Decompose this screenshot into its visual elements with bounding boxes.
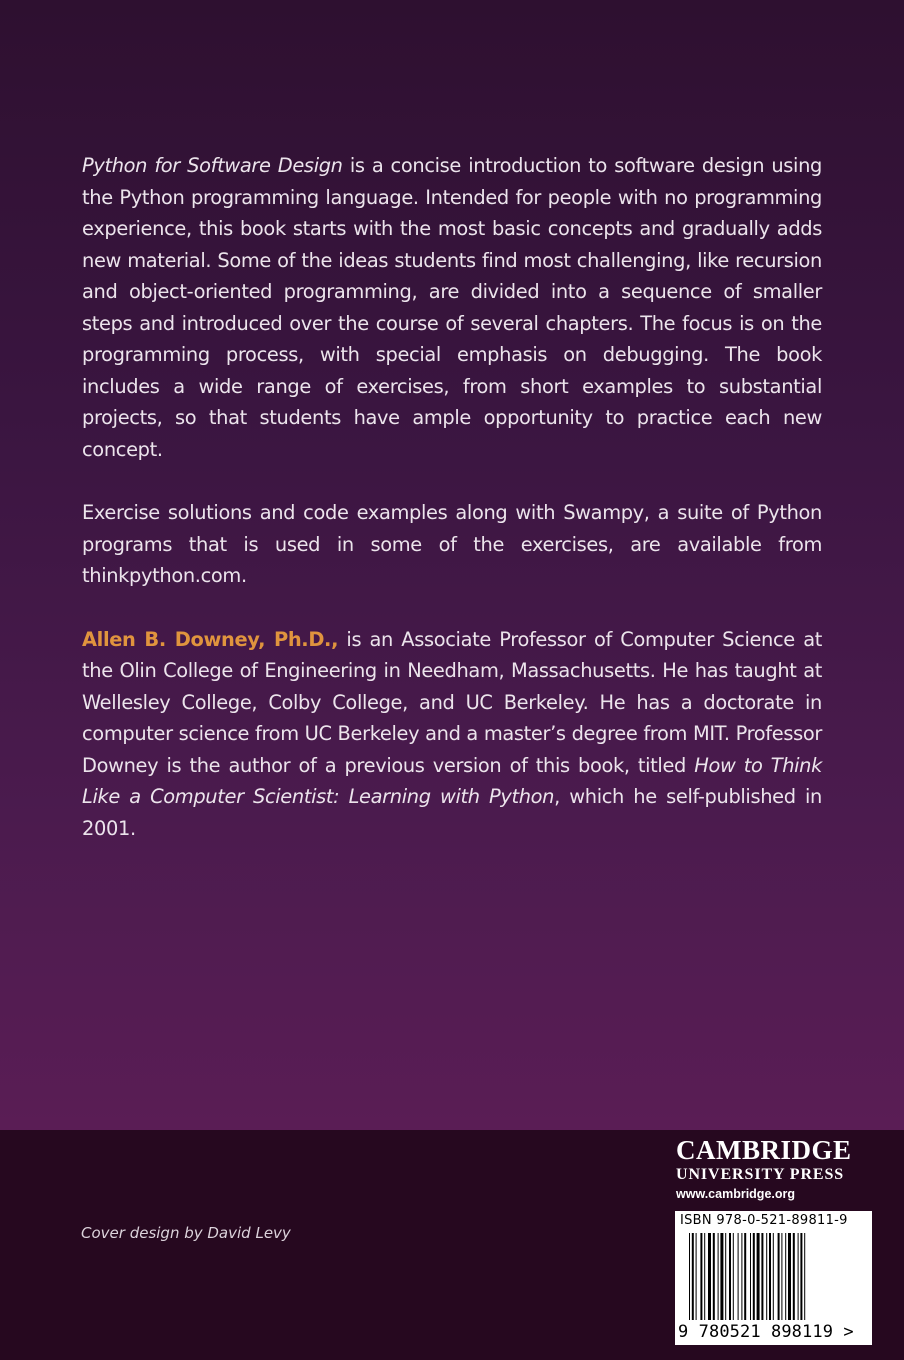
barcode-panel (675, 1211, 872, 1345)
publisher-subtitle: UNIVERSITY PRESS (676, 1166, 845, 1183)
author-bio-text: is an Associate Professor of Computer Science at the Olin College of Engineering in Needham, Massachusetts. He has taught at Wellesley College, Colby College, and UC Berkeley. He has a doctorate in computer science from UC Berkeley and a master’s degree from MIT. Professor Downey is the author of a previous version of this book, titled (82, 627, 822, 777)
publisher-url: www.cambridge.org (676, 1187, 796, 1201)
intro-text: is a concise introduction to software design using the Python programming language. Intended for people with no programming experience, this book starts with the most basic concepts and gradually adds new material. Some of the ideas students find most challenging, like recursion and object-oriented programming, are divided into a sequence of smaller steps and introduced over the course of several chapters. The focus is on the programming process, with special emphasis on debugging. The book includes a wide range of exercises, from short examples to substantial projects, so that students have ample opportunity to practice each new concept. (82, 154, 822, 461)
blurb (82, 150, 822, 844)
isbn-label: ISBN 978-0-521-89811-9 (680, 1213, 848, 1228)
cover-design-credit: Cover design by David Levy (81, 1224, 291, 1242)
previous-book-title: How to Think Like a Computer Scientist: Learning with Python (82, 753, 822, 808)
publisher-name: CAMBRIDGE (676, 1135, 852, 1165)
blurb-paragraph-intro (82, 150, 822, 465)
author-name: Allen B. Downey, Ph.D., (82, 627, 339, 651)
barcode-digits: 9 780521 898119 > (678, 1322, 854, 1342)
author-bio (82, 624, 822, 845)
blurb-paragraph-resources: Exercise solutions and code examples along with Swampy, a suite of Python programs that is used in some of the exercises, are available from thinkpython.com. (82, 501, 822, 587)
author-bio-ending: , which he self-published in 2001. (82, 785, 822, 840)
book-title: Python for Software Design (82, 154, 343, 177)
